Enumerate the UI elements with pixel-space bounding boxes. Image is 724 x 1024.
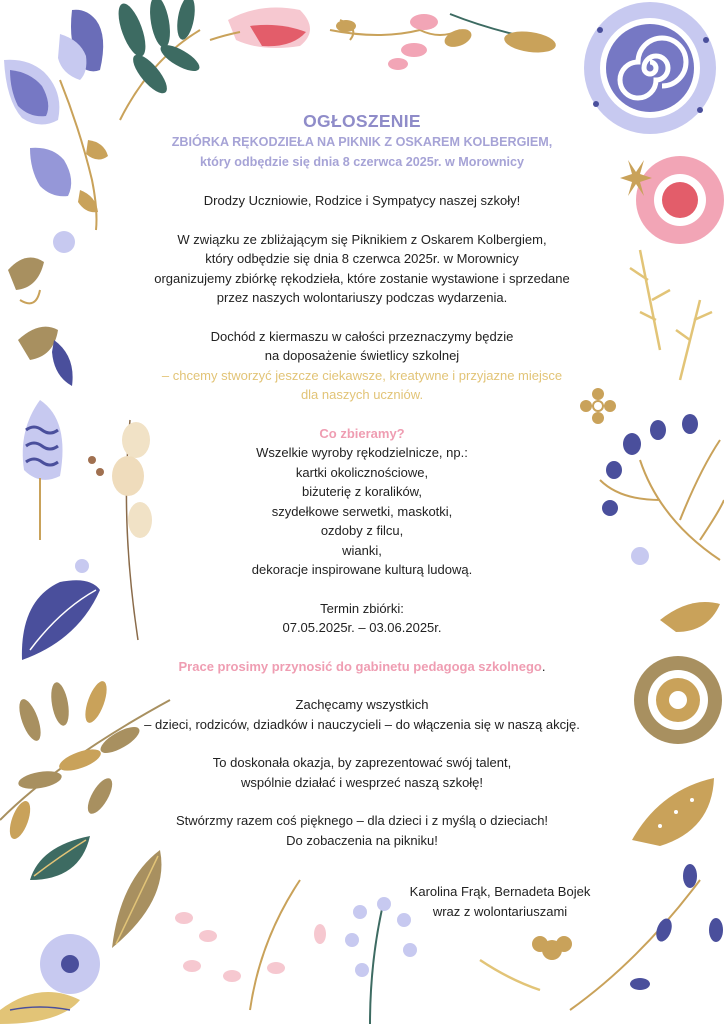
announcement-title: OGŁOSZENIE xyxy=(303,111,421,131)
intro-line: który odbędzie się dnia 8 czerwca 2025r. w Morownicy xyxy=(205,251,519,266)
delivery-note-dot: . xyxy=(541,658,546,674)
list-item: biżuterię z koralików, xyxy=(302,484,422,499)
delivery-note xyxy=(110,657,614,677)
deadline-label: Termin zbiórki: xyxy=(320,600,404,616)
sage-leaf-icon xyxy=(30,836,90,880)
dotted-leaf-icon xyxy=(632,778,714,846)
signature-line: Karolina Frąk, Bernadeta Bojek xyxy=(409,884,591,899)
green-leaf-branch-icon xyxy=(113,0,203,120)
intro-line: organizujemy zbiórkę rękodzieła, które zostanie wystawione i sprzedane xyxy=(154,270,570,286)
announcement-subtitle xyxy=(110,132,614,172)
deadline-value: 07.05.2025r. – 03.06.2025r. xyxy=(282,620,442,635)
invite-line: – dzieci, rodziców, dziadków i nauczycieli – do włączenia się w naszą akcję. xyxy=(144,716,580,732)
gold-sprig-icon xyxy=(630,250,712,380)
income-highlight-line: – chcemy stworzyć jeszcze ciekawsze, kreatywne i przyjazne miejsce xyxy=(161,367,563,383)
khaki-big-flower-icon xyxy=(634,656,722,744)
collect-list xyxy=(110,463,614,580)
blue-striped-leaf-icon xyxy=(23,400,63,540)
collect-heading: Co zbieramy? xyxy=(319,425,405,441)
talent-paragraph xyxy=(110,753,614,792)
collect-intro: Wszelkie wyroby rękodzielnicze, np.: xyxy=(256,445,468,460)
pink-berries-icon xyxy=(330,14,460,70)
intro-line: W związku ze zbliżającym się Piknikiem z Oskarem Kolbergiem, xyxy=(177,231,547,247)
talent-line: To doskonała okazja, by zaprezentować swój talent, xyxy=(212,755,512,770)
bottom-left-flower-icon xyxy=(0,934,100,1024)
signature-line: wraz z wolontariuszami xyxy=(432,904,568,919)
closing-line: Stwórzmy razem coś pięknego – dla dzieci i z myślą o dzieciach! xyxy=(175,813,549,828)
closing-line: Do zobaczenia na pikniku! xyxy=(286,832,438,848)
announcement-body xyxy=(110,110,614,850)
closing-paragraph xyxy=(110,811,614,850)
bellflower-top-left-icon xyxy=(4,10,108,230)
income-line: na doposażenie świetlicy szkolnej xyxy=(264,348,460,363)
greeting: Drodzy Uczniowie, Rodzice i Sympatycy naszej szkoły! xyxy=(203,193,521,208)
left-dotted-leaves-icon xyxy=(8,231,75,386)
invite-line: Zachęcamy wszystkich xyxy=(295,697,429,712)
talent-line: wspólnie działać i wesprzeć naszą szkołę! xyxy=(240,774,484,790)
gold-feather-leaf-icon xyxy=(112,850,161,948)
invite-paragraph xyxy=(110,695,614,734)
khaki-leaf-right-icon xyxy=(660,602,720,632)
khaki-leaves-icon xyxy=(442,14,557,56)
delivery-note-text: Prace prosimy przynosić do gabinetu pedagoga szkolnego xyxy=(178,658,542,674)
list-item: wianki, xyxy=(342,542,382,558)
signature xyxy=(380,882,620,922)
list-item: kartki okolicznościowe, xyxy=(295,464,429,480)
list-item: szydełkowe serwetki, maskotki, xyxy=(271,503,453,519)
list-item: ozdoby z filcu, xyxy=(320,523,404,538)
income-paragraph xyxy=(110,327,614,405)
subtitle-line: który odbędzie się dnia 8 czerwca 2025r. w Morownicy xyxy=(199,155,525,169)
navy-leaf-icon xyxy=(22,559,100,660)
pink-flower-icon xyxy=(620,156,724,244)
income-line: Dochód z kiermaszu w całości przeznaczymy będzie xyxy=(210,328,514,344)
intro-paragraph xyxy=(110,230,614,308)
list-item: dekoracje inspirowane kulturą ludową. xyxy=(251,562,473,577)
intro-line: przez naszych wolontariuszy podczas wydarzenia. xyxy=(216,290,508,305)
blue-berries-branch-icon xyxy=(600,414,724,565)
subtitle-line: ZBIÓRKA RĘKODZIEŁA NA PIKNIK Z OSKAREM KOLBERGIEM, xyxy=(171,135,553,149)
pink-bud-icon xyxy=(210,8,310,48)
income-highlight-line: dla naszych uczniów. xyxy=(300,387,424,402)
